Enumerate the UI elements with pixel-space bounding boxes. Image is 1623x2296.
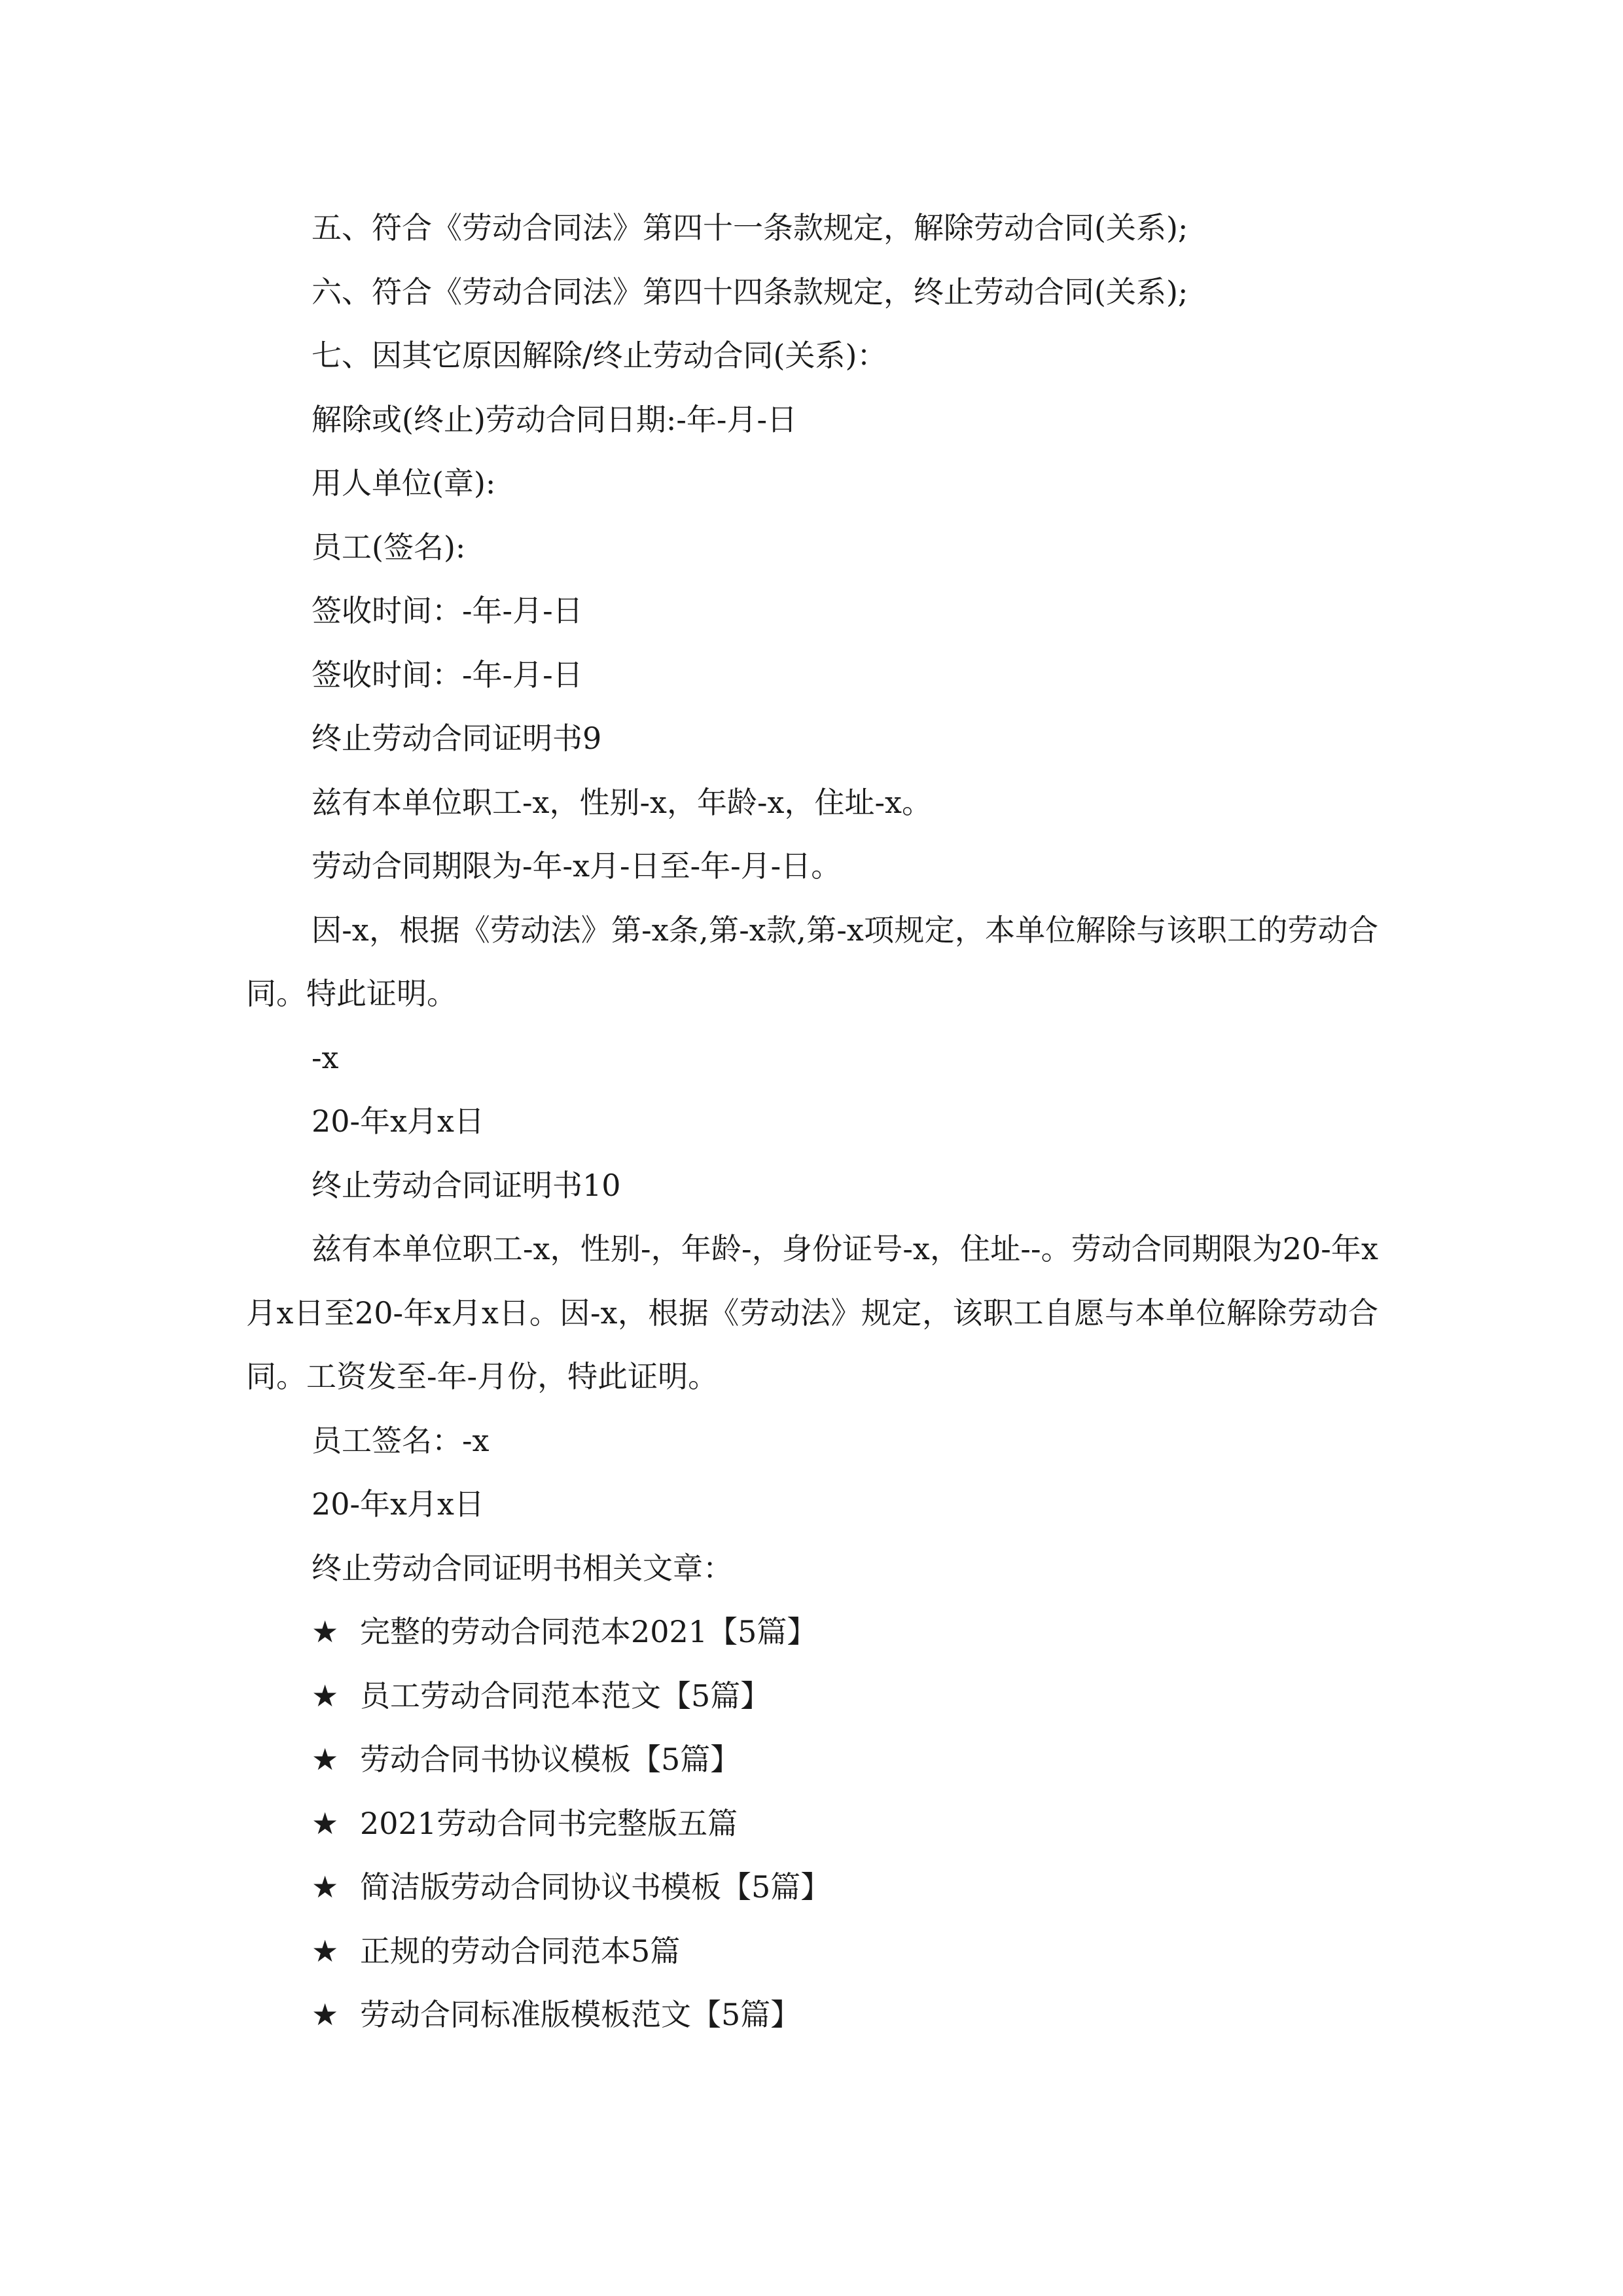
receipt-time-2: 签收时间：-年-月-日 bbox=[312, 656, 583, 692]
star-icon: ★ bbox=[312, 1614, 339, 1649]
employee-signature: 员工(签名): bbox=[312, 529, 466, 565]
employer-seal: 用人单位(章): bbox=[312, 465, 496, 501]
star-icon: ★ bbox=[312, 1805, 339, 1841]
related-link-5[interactable]: ★ 简洁版劳动合同协议书模板【5篇】 bbox=[246, 1856, 1378, 1920]
receipt-time-1: 签收时间：-年-月-日 bbox=[312, 593, 583, 628]
termination-reason-9: 因-x，根据《劳动法》第-x条,第-x款,第-x项规定，本单位解除与该职工的劳动合同。特此证明。 bbox=[246, 912, 1378, 1011]
related-link-1[interactable]: ★ 完整的劳动合同范本2021【5篇】 bbox=[246, 1600, 1378, 1664]
clause-five: 五、符合《劳动合同法》第四十一条款规定，解除劳动合同(关系); bbox=[312, 210, 1188, 245]
certificate-body-10: 兹有本单位职工-x，性别-，年龄-，身份证号-x，住址--。劳动合同期限为20-年x月x日至20-年x月x日。因-x，根据《劳动法》规定，该职工自愿与本单位解除劳动合同。工资发至-年-月份，特此证明。 bbox=[246, 1231, 1378, 1394]
related-link-6[interactable]: ★ 正规的劳动合同范本5篇 bbox=[246, 1920, 1378, 1984]
termination-date: 解除或(终止)劳动合同日期:-年-月-日 bbox=[312, 401, 798, 437]
section-title-10: 终止劳动合同证明书10 bbox=[312, 1167, 621, 1203]
section-title-9: 终止劳动合同证明书9 bbox=[312, 721, 602, 756]
related-link-4[interactable]: ★ 2021劳动合同书完整版五篇 bbox=[246, 1792, 1378, 1856]
related-link-7[interactable]: ★ 劳动合同标准版模板范文【5篇】 bbox=[246, 1983, 1378, 2047]
star-icon: ★ bbox=[312, 1677, 339, 1713]
date-9: 20-年x月x日 bbox=[312, 1103, 484, 1139]
document-body bbox=[246, 196, 1378, 2047]
employee-signature-10: 员工签名：-x bbox=[312, 1422, 490, 1458]
star-icon: ★ bbox=[312, 1742, 339, 1777]
star-icon: ★ bbox=[312, 1869, 339, 1905]
related-articles-heading: 终止劳动合同证明书相关文章： bbox=[312, 1550, 733, 1586]
star-icon: ★ bbox=[312, 1997, 339, 2032]
related-link-2[interactable]: ★ 员工劳动合同范本范文【5篇】 bbox=[246, 1664, 1378, 1729]
contract-period-9: 劳动合同期限为-年-x月-日至-年-月-日。 bbox=[312, 848, 842, 884]
signer-9: -x bbox=[312, 1039, 339, 1075]
date-10: 20-年x月x日 bbox=[312, 1486, 484, 1522]
related-link-3[interactable]: ★ 劳动合同书协议模板【5篇】 bbox=[246, 1728, 1378, 1792]
clause-six: 六、符合《劳动合同法》第四十四条款规定，终止劳动合同(关系); bbox=[312, 274, 1188, 310]
employee-info-9: 兹有本单位职工-x，性别-x，年龄-x，住址-x。 bbox=[312, 784, 932, 820]
clause-seven: 七、因其它原因解除/终止劳动合同(关系)： bbox=[312, 338, 887, 373]
star-icon: ★ bbox=[312, 1933, 339, 1969]
